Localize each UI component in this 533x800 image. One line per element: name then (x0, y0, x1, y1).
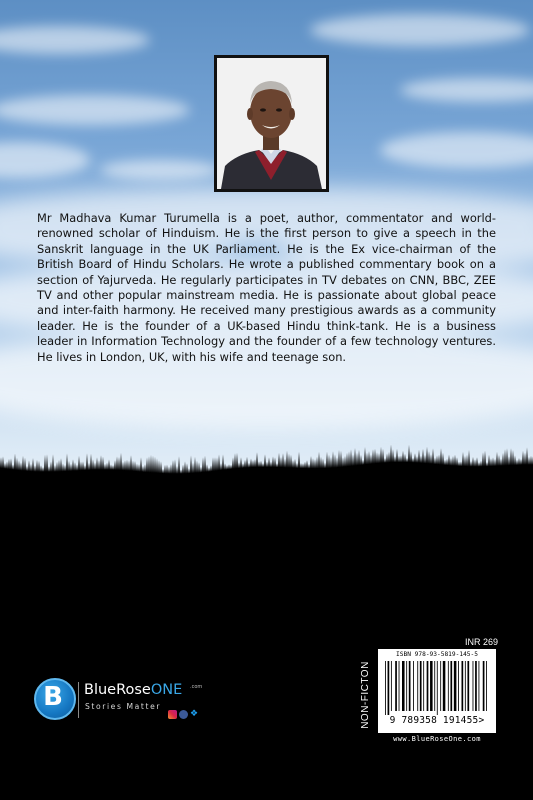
barcode-bar (430, 661, 433, 711)
barcode-bar (437, 661, 438, 715)
barcode-bar (402, 661, 405, 711)
publisher-tagline: Stories Matter (85, 702, 162, 711)
barcode-digits (378, 715, 496, 726)
publisher-logo[interactable] (32, 676, 212, 726)
barcode-bar (427, 661, 429, 711)
barcode-bar (486, 661, 487, 711)
barcode-bar (443, 661, 446, 711)
author-bio: Mr Madhava Kumar Turumella is a poet, author, commentator and world-renowned scholar of Hinduism. He is the first person to give a speech in the Sanskrit language in the UK Parliament. He is the Ex vice-chairman of the British Board of Hindu Scholars. He wrote a published commentary book on a section of Yajurveda. He regularly participates in TV debates on CNN, BBC, ZEE TV and other popular mainstream media. He is passionate about global peace and inter-faith harmony. He received many prestigious awards as a community leader. He is the founder of a UK-based Hindu think-tank. He is a business leader in Information Technology and the founder of a few technology ventures. He lives in London, UK, with his wife and teenage son. (37, 211, 496, 364)
barcode-bar (388, 661, 390, 715)
publisher-name (84, 682, 182, 698)
barcode-bar (391, 661, 392, 711)
barcode-bar (479, 661, 480, 711)
publisher-website[interactable]: www.BlueRoseOne.com (393, 735, 481, 743)
barcode-bar (467, 661, 469, 711)
grass-silhouette (0, 430, 533, 800)
isbn-barcode (378, 649, 496, 733)
barcode-bar (385, 661, 386, 715)
barcode-bar (434, 661, 435, 711)
publisher-name-main: BlueRose (84, 682, 151, 698)
barcode-bar (465, 661, 466, 711)
barcode-bar (473, 661, 474, 711)
barcode-bar (475, 661, 477, 711)
barcode-trailing-mark: > (478, 715, 485, 726)
barcode-bar (409, 661, 411, 711)
barcode-bar (399, 661, 400, 711)
barcode-bar (440, 661, 441, 711)
barcode-bar (448, 661, 449, 711)
barcode-bar (413, 661, 414, 711)
price-label: INR 269 (465, 637, 499, 647)
author-portrait (217, 58, 326, 189)
barcode-number: 9 789358 191455 (389, 715, 479, 726)
logo-divider (78, 682, 79, 718)
barcode-bars (384, 661, 490, 715)
barcode-bar (420, 661, 422, 711)
genre-label: NON-FICTON (360, 661, 371, 729)
barcode-bar (423, 661, 424, 711)
publisher-name-accent: ONE (150, 682, 183, 698)
logo-letter: B (43, 682, 63, 712)
barcode-bar (450, 661, 452, 711)
barcode-bar (458, 661, 459, 711)
instagram-icon[interactable] (168, 710, 177, 719)
publisher-name-suffix: .com (190, 684, 203, 690)
barcode-bar (454, 661, 457, 711)
author-photo (214, 55, 329, 192)
barcode-bar (406, 661, 407, 711)
isbn-label: ISBN 978-93-5819-145-5 (396, 651, 478, 658)
barcode-bar (395, 661, 397, 711)
twitter-icon[interactable]: ❖ (190, 709, 199, 719)
barcode-bar (483, 661, 485, 711)
facebook-icon[interactable] (179, 710, 188, 719)
barcode-bar (417, 661, 418, 711)
barcode-bar (462, 661, 464, 711)
